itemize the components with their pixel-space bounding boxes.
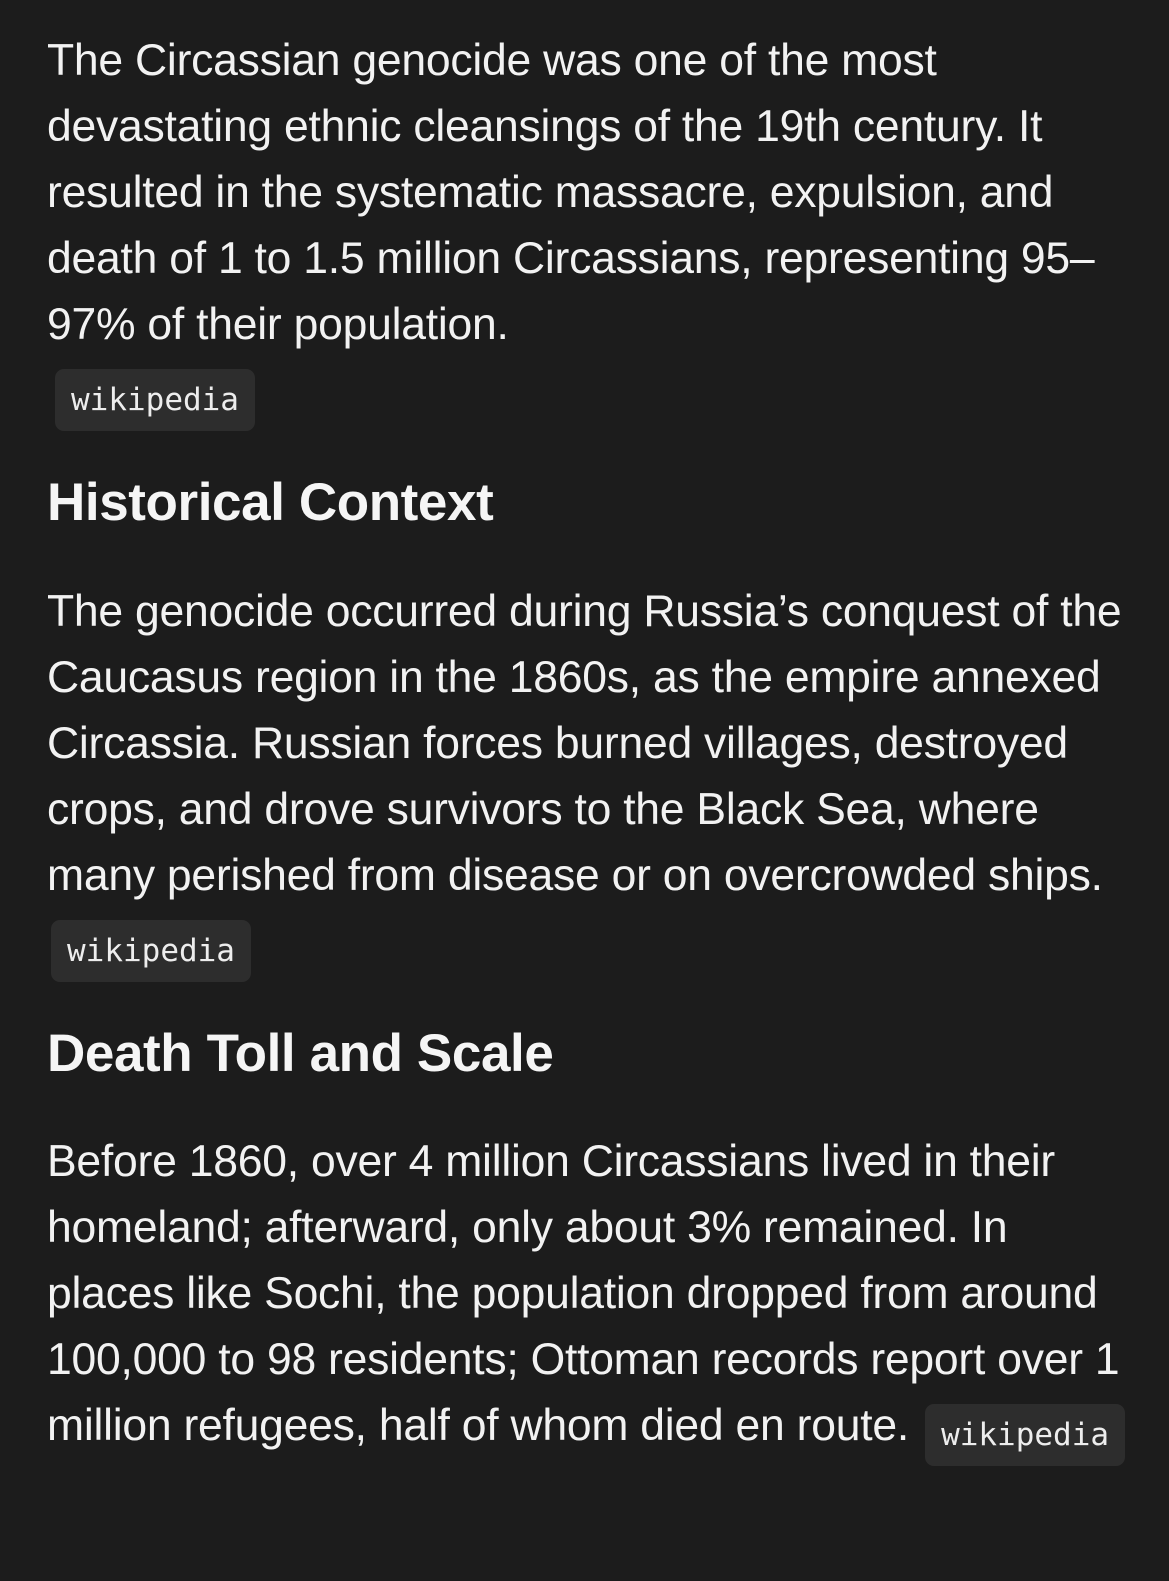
historical-context-text: The genocide occurred during Russia’s conquest of the Caucasus region in the 1860s, as the empire annexed Circassia. Russian forces burned villages, destroyed crops, and drove survivors to the Black Sea, where many perished from disease or on overcrowded ships.: [47, 587, 1122, 900]
death-toll-text: Before 1860, over 4 million Circassians lived in their homeland; afterward, only about 3% remained. In places like Sochi, the population dropped from around 100,000 to 98 residents; Ottoman records report over 1 million refugees, half of whom died en route.: [47, 1137, 1120, 1450]
death-toll-paragraph: [47, 1129, 1132, 1466]
death-toll-citation-chip[interactable]: wikipedia: [925, 1404, 1125, 1466]
historical-context-paragraph: [47, 579, 1132, 982]
intro-text: The Circassian genocide was one of the most devastating ethnic cleansings of the 19th century. It resulted in the systematic massacre, expulsion, and death of 1 to 1.5 million Circassians, representing 95–97% of their population.: [47, 36, 1095, 349]
historical-context-citation-chip[interactable]: wikipedia: [51, 920, 251, 982]
intro-citation-chip[interactable]: wikipedia: [55, 369, 255, 431]
intro-paragraph: [47, 28, 1132, 431]
historical-context-heading: Historical Context: [47, 473, 494, 532]
death-toll-heading: Death Toll and Scale: [47, 1024, 554, 1083]
